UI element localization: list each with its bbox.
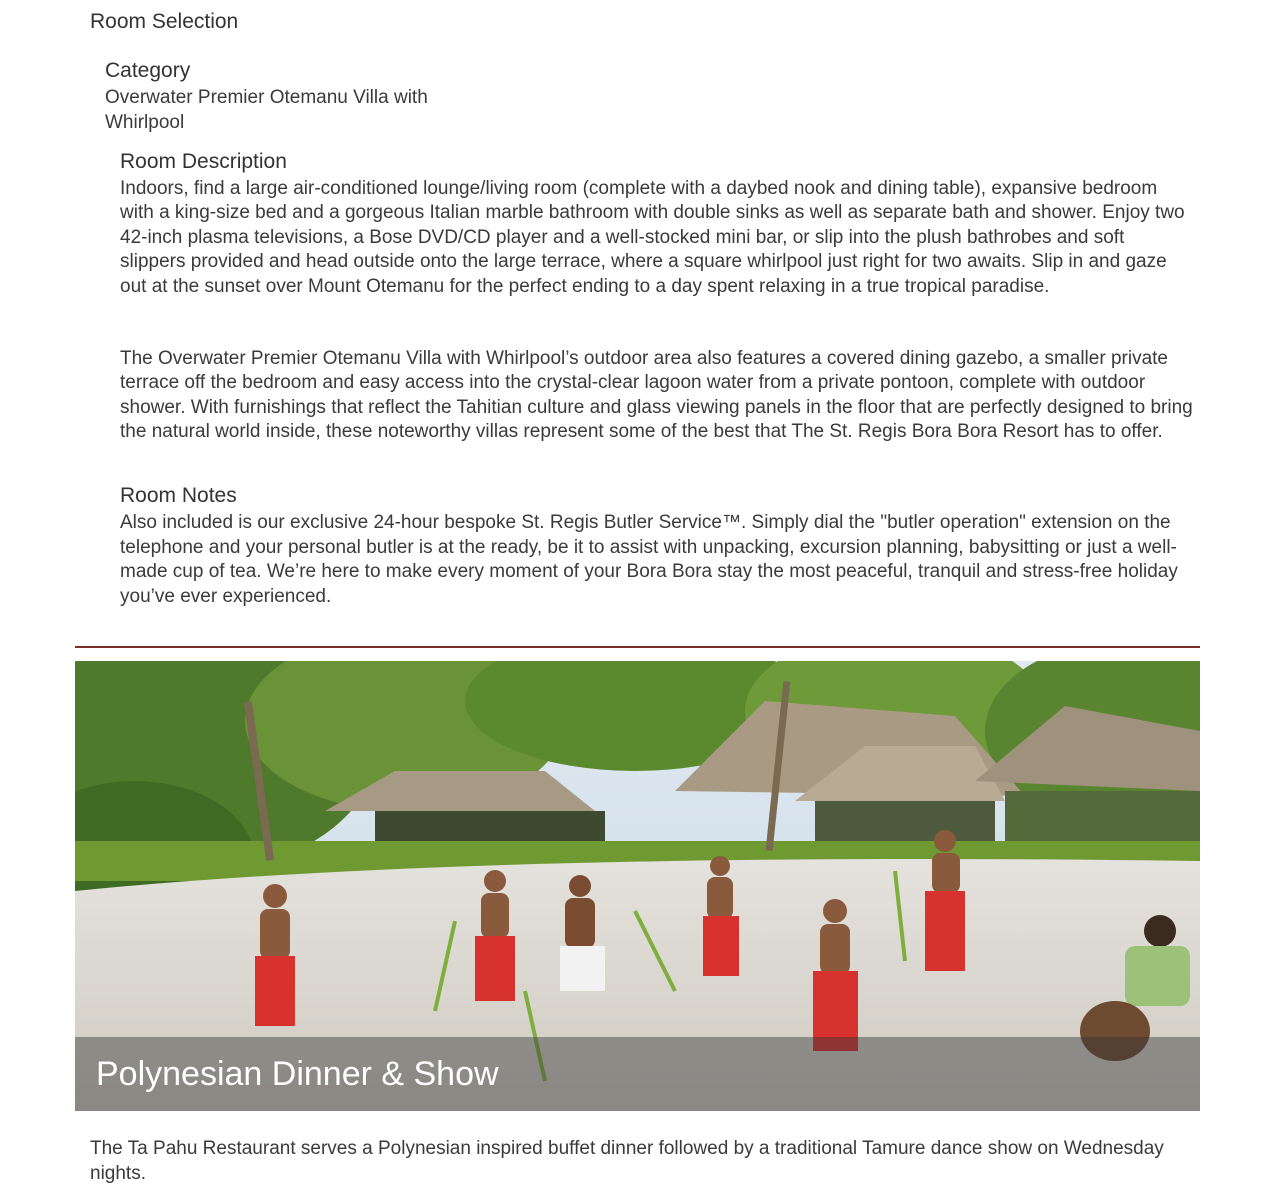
- photo-caption: Polynesian Dinner & Show: [96, 1055, 499, 1093]
- section-divider: [75, 646, 1200, 648]
- feature-description: The Ta Pahu Restaurant serves a Polynesian inspired buffet dinner followed by a traditional Tamure dance show on Wednesday nights.: [90, 1138, 1164, 1184]
- room-notes-label: Room Notes: [120, 484, 237, 507]
- section-title: Room Selection: [90, 10, 239, 33]
- room-description-label: Room Description: [120, 150, 287, 173]
- room-description-paragraph-1: Indoors, find a large air-conditioned lounge/living room (complete with a daybed nook and dining table), expansive bedroom with a king-size bed and a gorgeous Italian marble bathroom with double sinks as well as separate bath and shower. Enjoy two 42-inch plasma televisions, a Bose DVD/CD player and a well-stocked mini bar, or slip into the plush bathrobes and soft slippers provided and head outside onto the large terrace, where a square whirlpool just right for two awaits. Slip in and gaze out at the sunset over Mount Otemanu for the perfect ending to a day spent relaxing in a true tropical paradise.: [120, 178, 1185, 297]
- category-label: Category: [105, 59, 191, 82]
- room-description-paragraph-2: The Overwater Premier Otemanu Villa with Whirlpool’s outdoor area also features a covered dining gazebo, a smaller private terrace off the bedroom and easy access into the crystal-clear lagoon water from a private pontoon, complete with outdoor shower. With furnishings that reflect the Tahitian culture and glass viewing panels in the floor that are perfectly designed to bring the natural world inside, these noteworthy villas represent some of the best that The St. Regis Bora Bora Resort has to offer.: [120, 348, 1193, 443]
- room-notes-text: Also included is our exclusive 24-hour bespoke St. Regis Butler Service™. Simply dial the "butler operation" extension on the telephone and your personal butler is at the ready, be it to assist with unpacking, excursion planning, babysitting or just a well-made cup of tea. We’re here to make every moment of your Bora Bora stay the most peaceful, tranquil and stress-free holiday you’ve ever experienced.: [120, 512, 1178, 607]
- category-value: Overwater Premier Otemanu Villa with Whirlpool: [105, 87, 428, 133]
- dance-show-illustration: [75, 661, 1200, 1111]
- feature-photo: [75, 661, 1200, 1111]
